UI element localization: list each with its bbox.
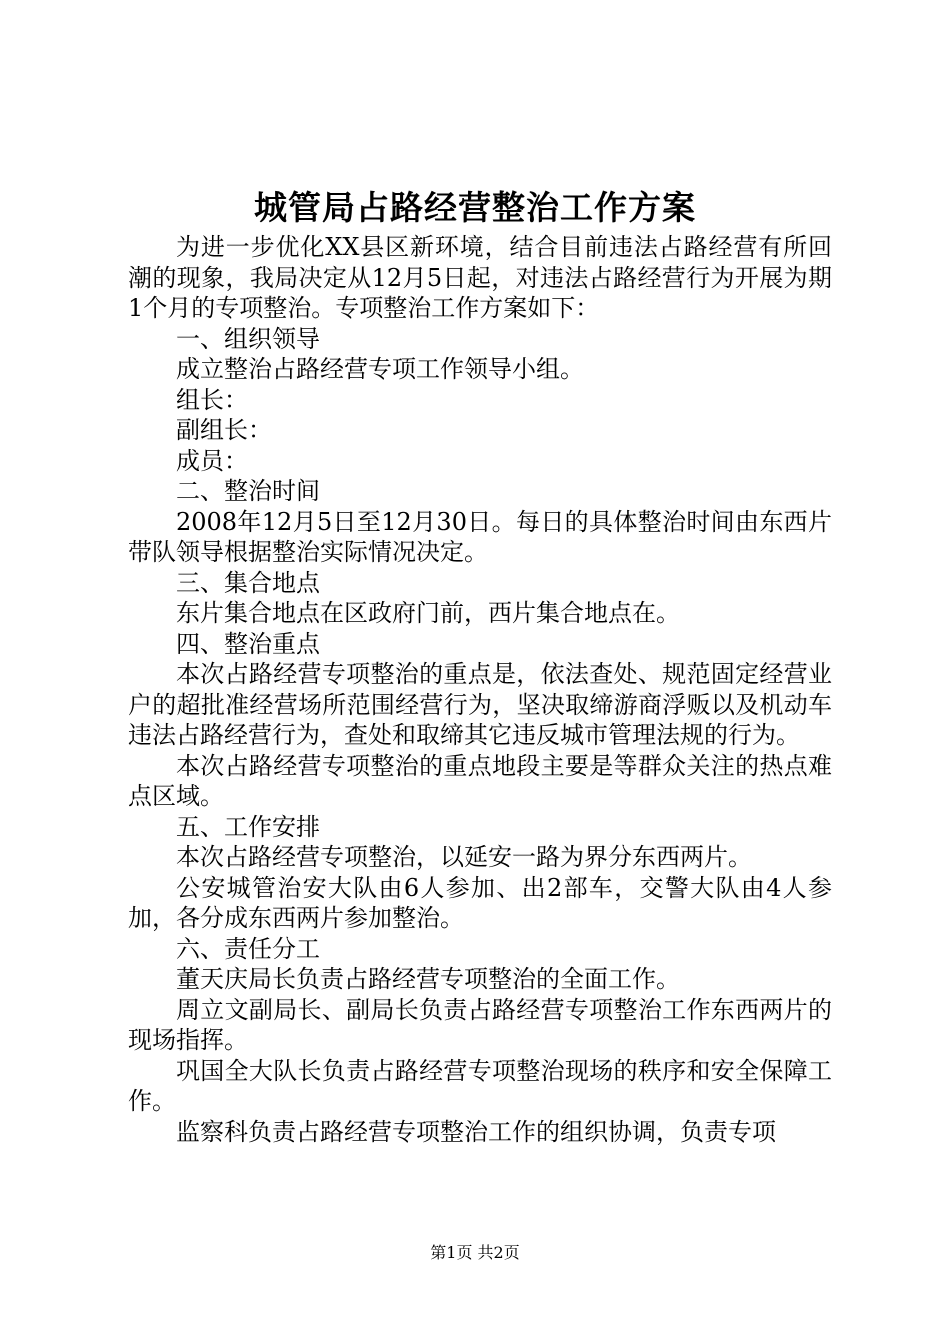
paragraph: 成立整治占路经营专项工作领导小组。 <box>176 355 584 383</box>
paragraph: 公安城管治安大队由6人参加、出2部车，交警大队由4人参加，各分成东西两片参加整治。 <box>128 873 832 932</box>
heading-time: 二、整治时间 <box>176 477 320 505</box>
paragraph: 本次占路经营专项整治，以延安一路为界分东西两片。 <box>176 843 752 871</box>
paragraph: 周立文副局长、副局长负责占路经营专项整治工作东西两片的现场指挥。 <box>128 995 832 1054</box>
paragraph: 成员： <box>176 446 248 475</box>
heading-organization: 一、组织领导 <box>176 324 320 353</box>
paragraph: 本次占路经营专项整治的重点是，依法查处、规范固定经营业户的超批准经营场所范围经营行为，坚决取缔游商浮贩以及机动车违法占路经营行为，查处和取缔其它违反城市管理法规的行为。 <box>128 660 832 749</box>
document-body <box>128 232 832 1147</box>
paragraph: 2008年12月5日至12月30日。每日的具体整治时间由东西片带队领导根据整治实际情况决定。 <box>128 507 832 566</box>
page-footer: 第1页 共2页 <box>430 1243 520 1262</box>
paragraph: 副组长： <box>176 416 272 444</box>
paragraph: 本次占路经营专项整治的重点地段主要是等群众关注的热点难点区域。 <box>128 751 832 810</box>
paragraph-intro: 为进一步优化XX县区新环境，结合目前违法占路经营有所回潮的现象，我局决定从12月5日起，对违法占路经营行为开展为期1个月的专项整治。专项整治工作方案如下： <box>128 233 832 322</box>
paragraph: 东片集合地点在区政府门前，西片集合地点在。 <box>176 599 680 627</box>
heading-responsibility: 六、责任分工 <box>176 934 320 963</box>
heading-location: 三、集合地点 <box>176 568 320 597</box>
paragraph: 组长： <box>176 385 248 414</box>
heading-arrangement: 五、工作安排 <box>176 812 320 841</box>
heading-focus: 四、整治重点 <box>176 629 320 658</box>
document-title: 城管局占路经营整治工作方案 <box>254 188 696 227</box>
paragraph: 董天庆局长负责占路经营专项整治的全面工作。 <box>176 965 680 993</box>
paragraph: 巩国全大队长负责占路经营专项整治现场的秩序和安全保障工作。 <box>128 1056 832 1115</box>
paragraph: 监察科负责占路经营专项整治工作的组织协调，负责专项 <box>176 1117 776 1146</box>
